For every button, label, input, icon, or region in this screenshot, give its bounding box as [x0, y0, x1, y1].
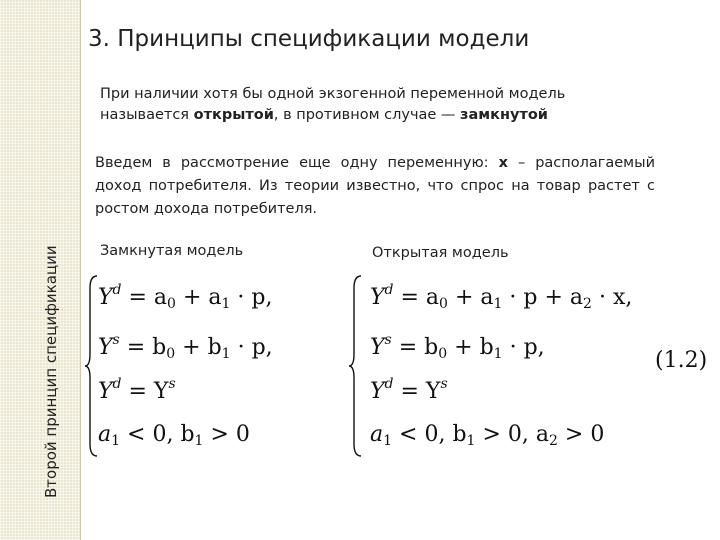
intro-open-word: открытой: [193, 107, 274, 123]
closed-eq-supply: $Y^s = b_0 + b_1 \cdot p$,: [98, 332, 273, 362]
open-model-brace: [348, 274, 364, 458]
intro-text-middle: , в противном случае —: [273, 107, 461, 123]
closed-eq-equilibrium: $Y^d = Y^s$: [98, 376, 176, 404]
side-strip-border: [80, 0, 81, 540]
closed-eq-constraints: $a_1 < 0$, $b_1 > 0$: [98, 422, 250, 449]
closed-model-system: [84, 272, 314, 462]
intro-text-start: При наличии хотя бы одной экзогенной переменной модель называется: [100, 86, 566, 123]
intro-paragraph: [100, 84, 640, 126]
open-eq-constraints: $a_1 < 0$, $b_1 > 0$, $a_2 > 0$: [370, 422, 605, 449]
open-eq-equilibrium: $Y^d = Y^s$: [370, 376, 448, 404]
para-start: Введем в рассмотрение еще одну переменную:: [95, 155, 499, 171]
open-model-heading: Открытая модель: [372, 245, 509, 261]
open-model-system: [348, 272, 638, 462]
slide-title: 3. Принципы спецификации модели: [88, 26, 530, 52]
para-rest: – располагаемый доход потребителя. Из теории известно, что спрос на товар растет с ростом дохода потребителя.: [95, 155, 655, 217]
income-paragraph: [95, 152, 655, 221]
intro-closed-word: замкнутой: [460, 107, 548, 123]
open-eq-supply: $Y^s = b_0 + b_1 \cdot p$,: [370, 332, 545, 362]
equation-number: (1.2): [655, 348, 708, 373]
closed-model-heading: Замкнутая модель: [100, 243, 244, 259]
vertical-section-label: Второй принцип спецификации: [42, 245, 60, 498]
decorative-side-strip: [0, 0, 80, 540]
open-eq-demand: $Y^d = a_0 + a_1 \cdot p + a_2 \cdot x$,: [370, 282, 633, 312]
para-variable: x: [498, 155, 508, 171]
closed-eq-demand: $Y^d = a_0 + a_1 \cdot p$,: [98, 282, 273, 312]
